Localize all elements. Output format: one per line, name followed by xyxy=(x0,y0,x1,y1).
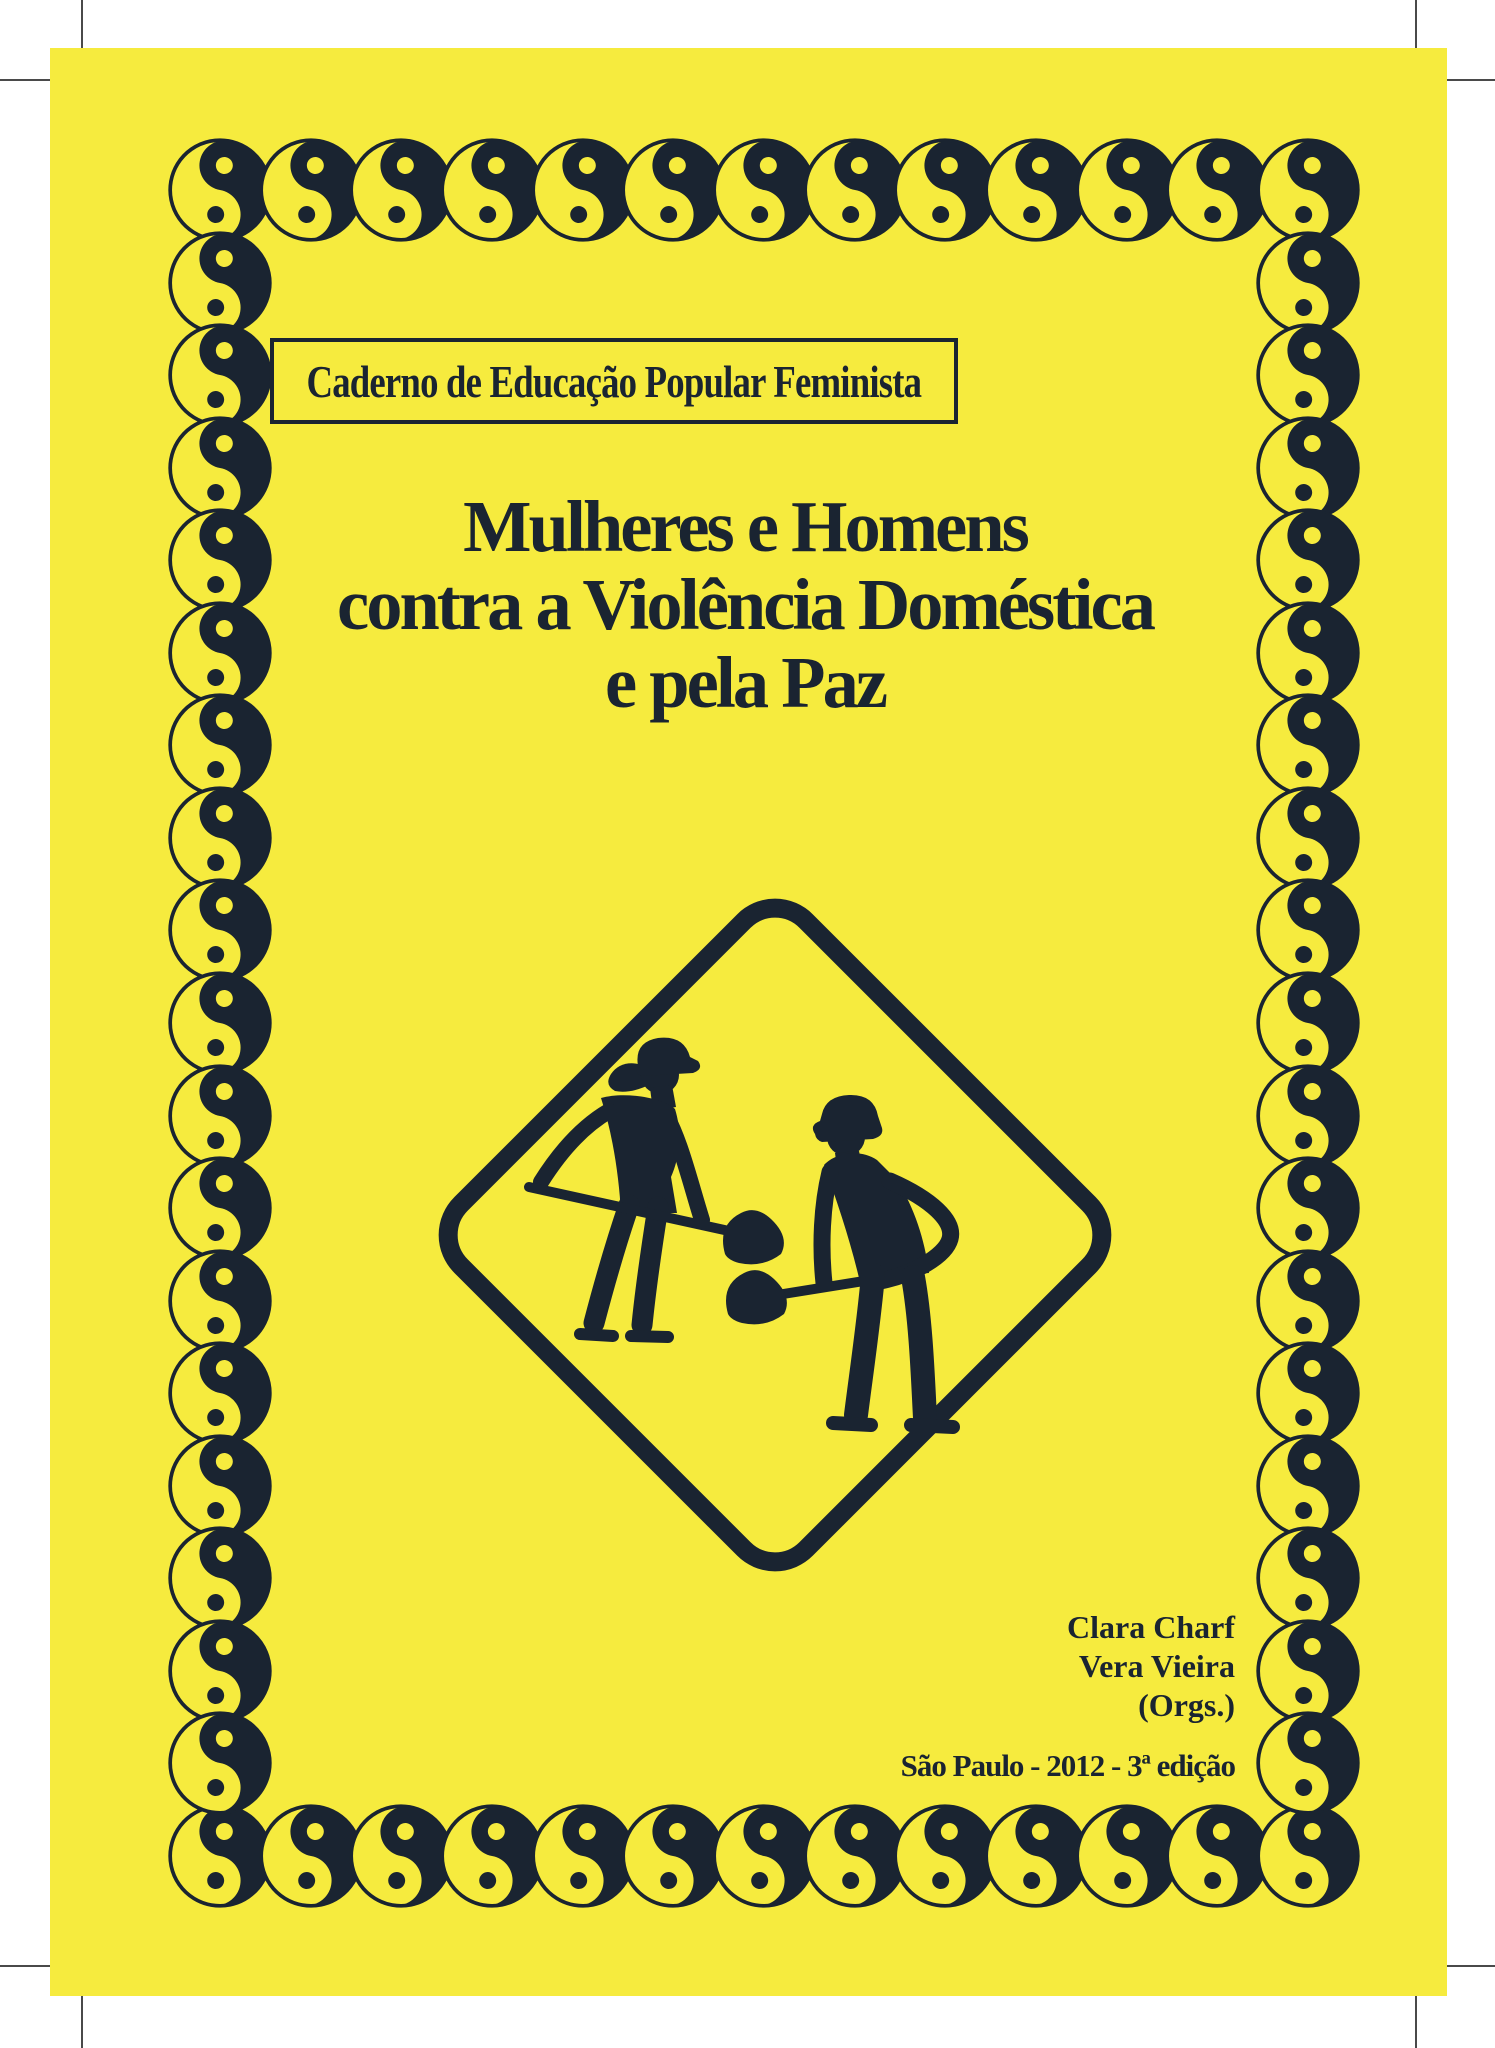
yin-yang-icon xyxy=(167,1340,273,1446)
yin-yang-icon xyxy=(1255,1803,1361,1909)
man-left-foot xyxy=(833,1423,871,1425)
series-banner xyxy=(270,338,958,424)
yin-yang-icon xyxy=(1255,877,1361,983)
woman-front-leg xyxy=(642,1207,658,1325)
woman-front-foot xyxy=(631,1336,668,1337)
woman-back-foot xyxy=(580,1334,613,1336)
road-work-sign xyxy=(425,885,1125,1585)
yin-yang-icon xyxy=(1255,1710,1361,1816)
yin-yang-icon xyxy=(167,1063,273,1169)
book-title xyxy=(95,488,1395,722)
authors-block xyxy=(1067,1608,1235,1725)
yin-yang-icon xyxy=(167,785,273,891)
woman-back-leg xyxy=(594,1205,629,1323)
yin-yang-icon xyxy=(1255,1340,1361,1446)
book-cover xyxy=(50,48,1447,1996)
yin-yang-icon xyxy=(167,1248,273,1354)
yin-yang-icon xyxy=(167,1155,273,1261)
yin-yang-icon xyxy=(167,1618,273,1724)
yin-yang-icon xyxy=(1255,970,1361,1076)
title-line: Mulheres e Homens xyxy=(463,486,1027,567)
yin-yang-icon xyxy=(1255,1155,1361,1261)
man-front-arm xyxy=(822,1172,830,1283)
man-right-leg xyxy=(913,1277,925,1418)
yin-yang-icon xyxy=(1255,1525,1361,1631)
yin-yang-icon xyxy=(1255,322,1361,428)
crop-mark xyxy=(1415,0,1417,50)
author-line: Clara Charf xyxy=(1067,1609,1235,1645)
edition-line: São Paulo - 2012 - 3ª edição xyxy=(900,1748,1235,1783)
crop-mark xyxy=(81,1996,83,2048)
author-line: Vera Vieira xyxy=(1078,1648,1235,1684)
crop-mark xyxy=(81,0,83,50)
crop-mark xyxy=(1415,1996,1417,2048)
man-hard-hat xyxy=(813,1095,882,1142)
yin-yang-icon xyxy=(1255,785,1361,891)
title-line: e pela Paz xyxy=(604,642,886,723)
title-line: contra a Violência Doméstica xyxy=(337,564,1153,645)
yin-yang-icon xyxy=(1255,1063,1361,1169)
crop-mark xyxy=(1443,1965,1495,1967)
yin-yang-icon xyxy=(1255,137,1361,243)
woman-hard-hat xyxy=(637,1038,701,1076)
man-right-foot xyxy=(911,1425,953,1427)
man-torso xyxy=(824,1153,929,1278)
yin-yang-icon xyxy=(1255,1433,1361,1539)
yin-yang-icon xyxy=(1255,230,1361,336)
series-banner-label: Caderno de Educação Popular Feminista xyxy=(306,355,922,407)
crop-mark xyxy=(0,1965,52,1967)
yin-yang-icon xyxy=(167,1433,273,1539)
yin-yang-icon xyxy=(167,877,273,983)
yin-yang-icon xyxy=(167,322,273,428)
yin-yang-icon xyxy=(167,1710,273,1816)
man-left-leg xyxy=(856,1275,873,1415)
crop-mark xyxy=(1443,79,1495,81)
yin-yang-icon xyxy=(167,970,273,1076)
yin-yang-icon xyxy=(1255,1618,1361,1724)
shovel-blade xyxy=(726,1270,787,1324)
author-line: (Orgs.) xyxy=(1138,1687,1235,1723)
crop-mark xyxy=(0,79,52,81)
man-figure xyxy=(813,1095,953,1427)
shovel-blade xyxy=(723,1210,784,1264)
woman-figure xyxy=(541,1038,702,1337)
yin-yang-icon xyxy=(167,230,273,336)
yin-yang-icon xyxy=(1255,1248,1361,1354)
yin-yang-icon xyxy=(167,1525,273,1631)
